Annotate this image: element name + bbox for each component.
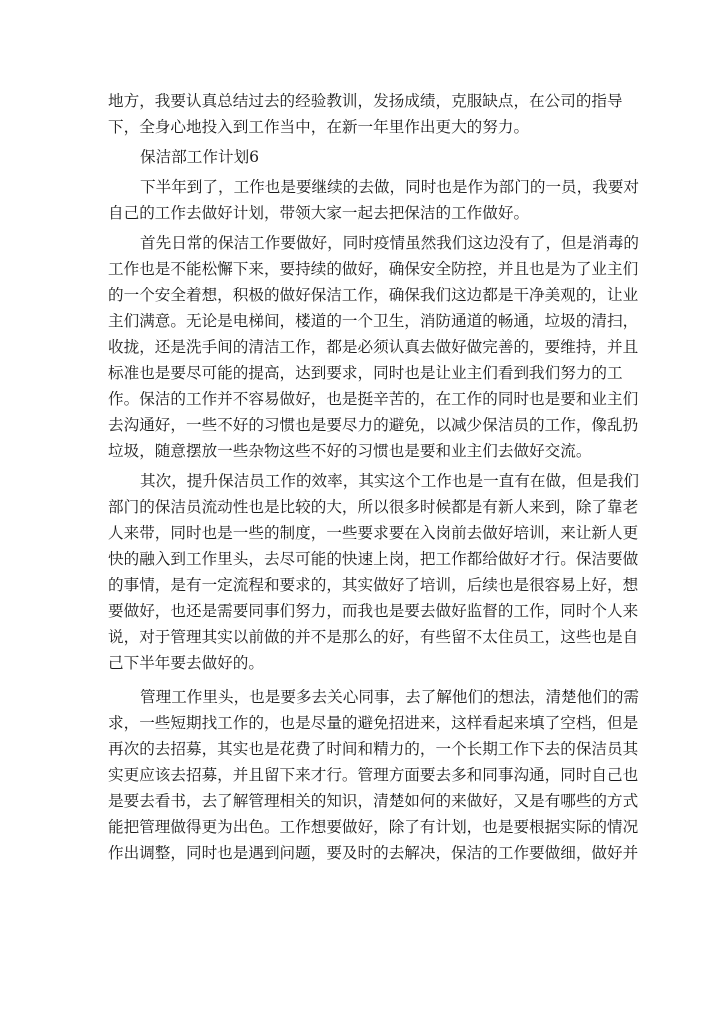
text-line: 的一个安全着想，积极的做好保洁工作，确保我们这边都是干净美观的，让业 xyxy=(108,286,639,304)
text-line: 部门的保洁员流动性也是比较的大，所以很多时候都是有新人来到，除了靠老 xyxy=(108,498,639,516)
text-line: 实更应该去招募，并且留下来才行。管理方面要去多和同事沟通，同时自己也 xyxy=(108,766,639,784)
text-line: 自己的工作去做好计划，带领大家一起去把保洁的工作做好。 xyxy=(108,204,530,222)
text-line: 人来带，同时也是一些的制度，一些要求要在入岗前去做好培训，来让新人更 xyxy=(108,524,639,542)
text-line: 说，对于管理其实以前做的并不是那么的好，有些留不太住员工，这些也是自 xyxy=(108,628,639,646)
text-line: 再次的去招募，其实也是花费了时间和精力的，一个长期工作下去的保洁员其 xyxy=(108,740,639,758)
text-line: 求，一些短期找工作的，也是尽量的避免招进来，这样看起来填了空档，但是 xyxy=(108,714,639,732)
text-line: 管理工作里头，也是要多去关心同事，去了解他们的想法，清楚他们的需 xyxy=(140,688,640,706)
text-line: 工作也是不能松懈下来，要持续的做好，确保安全防控，并且也是为了业主们 xyxy=(108,260,639,278)
text-line: 是要去看书，去了解管理相关的知识，清楚如何的来做好，又是有哪些的方式 xyxy=(108,792,639,810)
text-line: 快的融入到工作里头，去尽可能的快速上岗，把工作都给做好才行。保洁要做 xyxy=(108,550,639,568)
text-line: 己下半年要去做好的。 xyxy=(108,654,264,672)
text-line: 地方，我要认真总结过去的经验教训，发扬成绩，克服缺点，在公司的指导 xyxy=(108,92,623,110)
text-line: 要做好，也还是需要同事们努力，而我也是要去做好监督的工作，同时个人来 xyxy=(108,602,639,620)
text-line: 其次，提升保洁员工作的效率，其实这个工作也是一直有在做，但是我们 xyxy=(140,472,640,490)
text-line: 下半年到了，工作也是要继续的去做，同时也是作为部门的一员，我要对 xyxy=(140,178,640,196)
text-line: 能把管理做得更为出色。工作想要做好，除了有计划，也是要根据实际的情况 xyxy=(108,818,639,836)
section-heading: 保洁部工作计划6 xyxy=(140,148,260,166)
text-line: 下，全身心地投入到工作当中，在新一年里作出更大的努力。 xyxy=(108,118,530,136)
text-line: 去沟通好，一些不好的习惯也是要尽力的避免，以减少保洁员的工作，像乱扔 xyxy=(108,416,639,434)
text-line: 作出调整，同时也是遇到问题，要及时的去解决，保洁的工作要做细，做好并 xyxy=(108,844,639,862)
text-line: 收拢，还是洗手间的清洁工作，都是必须认真去做好做完善的，要维持，并且 xyxy=(108,338,639,356)
text-line: 作。保洁的工作并不容易做好，也是挺辛苦的，在工作的同时也是要和业主们 xyxy=(108,390,639,408)
text-line: 标准也是要尽可能的提高，达到要求，同时也是让业主们看到我们努力的工 xyxy=(108,364,623,382)
text-line: 的事情，是有一定流程和要求的，其实做好了培训，后续也是很容易上好，想 xyxy=(108,576,639,594)
text-line: 主们满意。无论是电梯间，楼道的一个卫生，消防通道的畅通，垃圾的清扫， xyxy=(108,312,639,330)
text-line: 首先日常的保洁工作要做好，同时疫情虽然我们这边没有了，但是消毒的 xyxy=(140,234,640,252)
text-line: 垃圾，随意摆放一些杂物这些不好的习惯也是要和业主们去做好交流。 xyxy=(108,442,592,460)
